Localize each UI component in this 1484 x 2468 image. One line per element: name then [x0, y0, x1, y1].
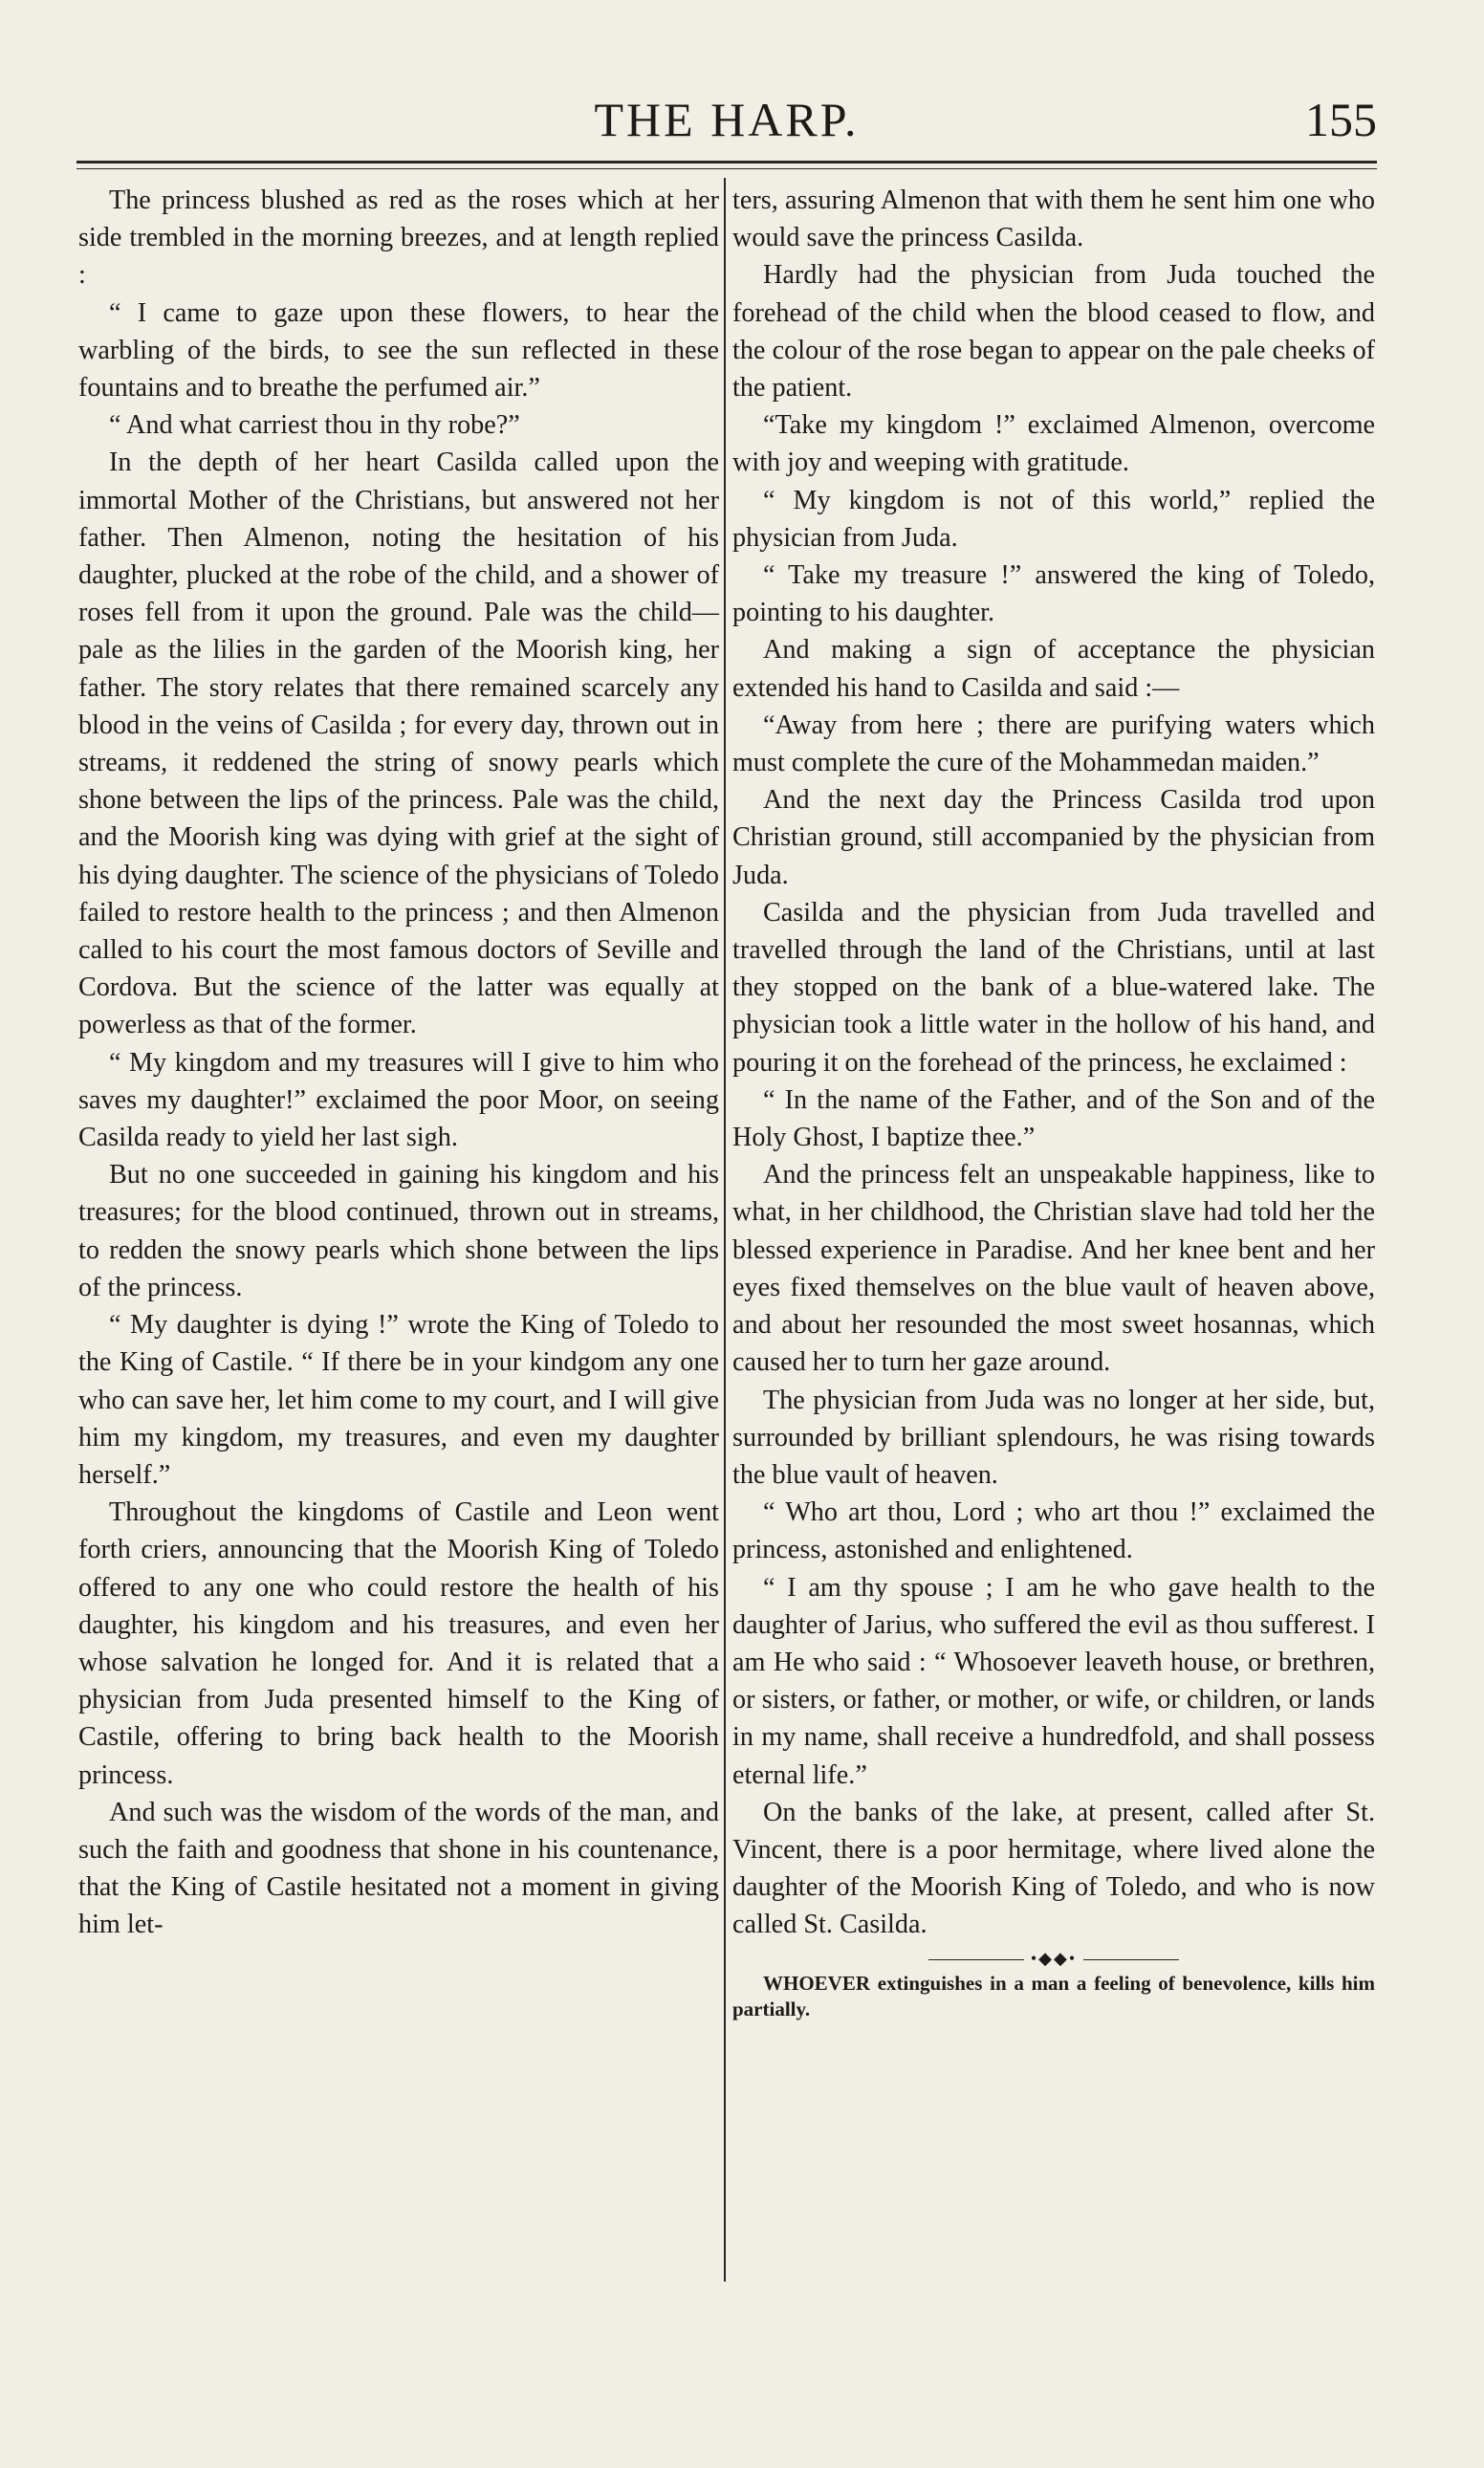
header-rule [76, 161, 1377, 164]
right-paragraph: Hardly had the physician from Juda touched the forehead of the child when the blood ceased to flow, and the colour of the rose began to appear on the pale cheeks of the patient. [732, 260, 1375, 404]
left-paragraph: In the depth of her heart Casilda called upon the immortal Mother of the Christians, but answered not her father. Then Almenon, noting the hesitation of his daughter, plucked at the robe of the child, and a shower of roses fell from it upon the ground. Pale was the child—pale as the lilies in the garden of the Moorish king, her father. The story relates that there remained scarcely any blood in the veins of Casilda ; for every day, thrown out in streams, it reddened the string of snowy pearls which shone between the lips of the princess. Pale was the child, and the Moorish king was dying with grief at the sight of his dying daughter. The science of the physicians of Toledo failed to restore health to the princess ; and then Almenon called to his court the most famous doctors of Seville and Cordova. But the science of the latter was equally at powerless as that of the former. [78, 448, 719, 1040]
left-paragraph: But no one succeeded in gaining his kingdom and his treasures; for the blood continued, thrown out in streams, to redden the snowy pearls which shone between the lips of the princess. [78, 1160, 719, 1302]
page-number: 155 [1305, 93, 1377, 146]
right-paragraph: And the next day the Princess Casilda trod upon Christian ground, still accompanied by the physician from Juda. [732, 785, 1375, 890]
right-paragraph: ters, assuring Almenon that with them he sent him one who would save the princess Casilda. [732, 186, 1375, 253]
right-paragraph: “Away from here ; there are purifying waters which must complete the cure of the Mohammedan maiden.” [732, 710, 1375, 778]
right-paragraph: “ Take my treasure !” answered the king of Toledo, pointing to his daughter. [732, 560, 1375, 628]
page-header [76, 92, 1377, 159]
ornament-glyph: •◆◆• [1030, 1948, 1078, 1968]
right-paragraph: “Take my kingdom !” exclaimed Almenon, overcome with joy and weeping with gratitude. [732, 410, 1375, 478]
left-paragraph: “ My kingdom and my treasures will I give to him who saves my daughter!” exclaimed the poor Moor, on seeing Casilda ready to yield her last sigh. [78, 1047, 719, 1153]
left-paragraph: And such was the wisdom of the words of the man, and such the faith and goodness that shone in his countenance, that the King of Castile hesitated not a moment in giving him let- [78, 1797, 719, 1940]
right-paragraph: And making a sign of acceptance the physician extended his hand to Casilda and said :— [732, 635, 1375, 703]
running-title: THE HARP. [594, 93, 860, 146]
right-paragraph: “ In the name of the Father, and of the Son and of the Holy Ghost, I baptize thee.” [732, 1084, 1375, 1153]
right-paragraph: And the princess felt an unspeakable happiness, like to what, in her childhood, the Christian slave had told her the blessed experience in Paradise. And her knee bent and her eyes fixed themselves on the blue vault of heaven above, and about her resounded the most sweet hosannas, which caused her to turn her gaze around. [732, 1160, 1375, 1378]
column-divider [724, 178, 726, 2282]
right-column [732, 182, 1375, 2022]
header-rule-thin [76, 168, 1377, 169]
right-paragraph: On the banks of the lake, at present, called after St. Vincent, there is a poor hermitage, where lived alone the daughter of the Moorish King of Toledo, and who is now called St. Casilda. [732, 1797, 1375, 1940]
ornament-line-left [928, 1959, 1024, 1960]
right-column-paragraphs [732, 182, 1375, 1944]
right-paragraph: Casilda and the physician from Juda travelled and travelled through the land of the Christians, until at last they stopped on the bank of a blue-watered lake. The physician took a little water in the hollow of his hand, and pouring it on the forehead of the princess, he exclaimed : [732, 897, 1375, 1078]
left-column [78, 182, 719, 1944]
right-paragraph: “ Who art thou, Lord ; who art thou !” exclaimed the princess, astonished and enlightened. [732, 1497, 1375, 1565]
right-paragraph: The physician from Juda was no longer at her side, but, surrounded by brilliant splendours, he was rising towards the blue vault of heaven. [732, 1385, 1375, 1490]
footnote: WHOEVER extinguishes in a man a feeling of benevolence, kills him partially. [732, 1971, 1375, 2020]
ornament-line-right [1083, 1959, 1179, 1960]
right-paragraph: “ I am thy spouse ; I am he who gave health to the daughter of Jarius, who suffered the evil as thou sufferest. I am He who said : “ Whosoever leaveth house, or brethren, or sisters, or father, or mother, or wife, or children, or lands in my name, shall receive a hundredfold, and shall possess eternal life.” [732, 1572, 1375, 1790]
left-paragraph: “ My daughter is dying !” wrote the King of Toledo to the King of Castile. “ If there be in your kindgom any one who can save her, let him come to my court, and I will give him my kingdom, my treasures, and even my daughter herself.” [78, 1310, 719, 1490]
right-paragraph: “ My kingdom is not of this world,” replied the physician from Juda. [732, 485, 1375, 553]
left-paragraph: “ And what carriest thou in thy robe?” [109, 410, 520, 441]
left-paragraph: “ I came to gaze upon these flowers, to hear the warbling of the birds, to see the sun reflected in these fountains and to breathe the perfumed air.” [78, 297, 719, 404]
left-paragraph: The princess blushed as red as the roses which at her side trembled in the morning breezes, and at length replied : [78, 186, 719, 291]
ornament-divider [732, 1950, 1375, 1967]
left-paragraph: Throughout the kingdoms of Castile and Leon went forth criers, announcing that the Moorish King of Toledo offered to any one who could restore the health of his daughter, his kingdom and his treasures, and even her whose salvation he longed for. And it is related that a physician from Juda presented himself to the King of Castile, offering to bring back health to the Moorish princess. [78, 1497, 719, 1790]
